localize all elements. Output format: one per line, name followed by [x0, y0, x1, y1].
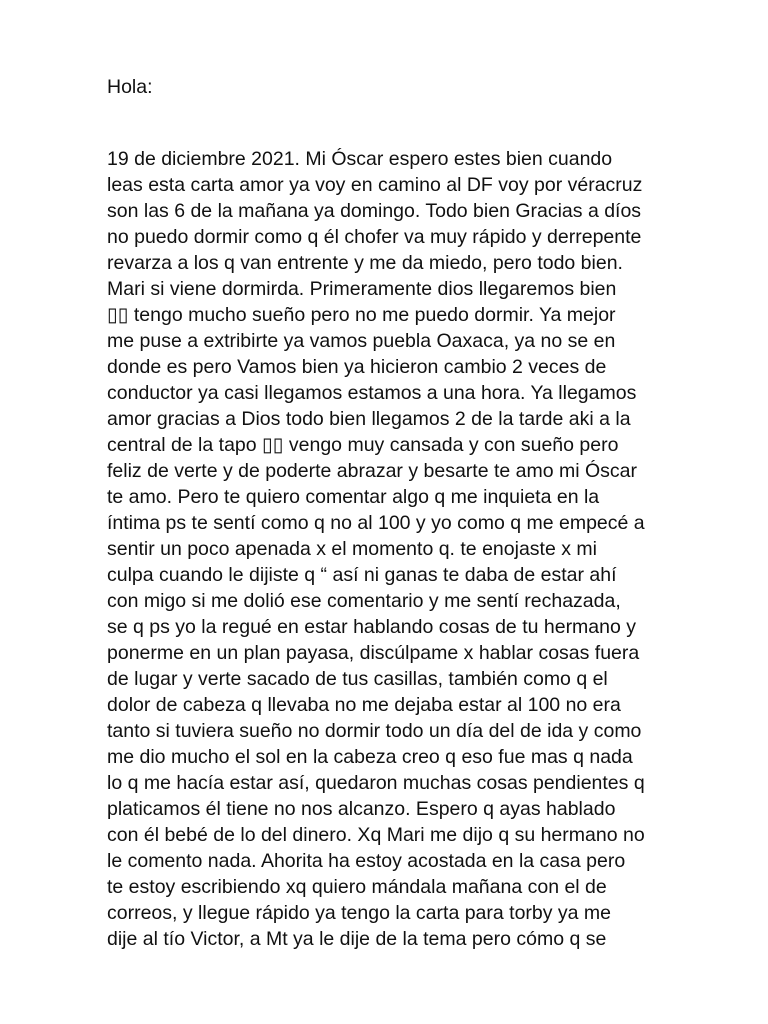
greeting-text: Hola: — [107, 76, 153, 98]
letter-line: feliz de verte y de poderte abrazar y besarte te amo mi Óscar — [107, 460, 637, 482]
letter-line: lo q me hacía estar así, quedaron muchas cosas pendientes q — [107, 772, 645, 794]
letter-body — [107, 146, 645, 952]
letter-line: te estoy escribiendo xq quiero mándala mañana con el de — [107, 876, 607, 898]
letter-line: dije al tío Victor, a Mt ya le dije de la tema pero cómo q se — [107, 928, 607, 950]
letter-line: ▯▯ tengo mucho sueño pero no me puedo dormir. Ya mejor — [107, 304, 616, 326]
letter-line: Mari si viene dormirda. Primeramente dios llegaremos bien — [107, 278, 617, 300]
letter-line: culpa cuando le dijiste q “ así ni ganas te daba de estar ahí — [107, 564, 617, 586]
letter-line: conductor ya casi llegamos estamos a una hora. Ya llegamos — [107, 382, 637, 404]
letter-line: le comento nada. Ahorita ha estoy acostada en la casa pero — [107, 850, 626, 872]
letter-line: amor gracias a Dios todo bien llegamos 2 de la tarde aki a la — [107, 408, 631, 430]
letter-line: me puse a extribirte ya vamos puebla Oaxaca, ya no se en — [107, 330, 616, 352]
letter-line: son las 6 de la mañana ya domingo. Todo bien Gracias a díos — [107, 200, 642, 222]
letter-line: sentir un poco apenada x el momento q. te enojaste x mi — [107, 538, 597, 560]
letter-line: con él bebé de lo del dinero. Xq Mari me dijo q su hermano no — [107, 824, 645, 846]
letter-line: dolor de cabeza q llevaba no me dejaba estar al 100 no era — [107, 694, 621, 716]
letter-line: 19 de diciembre 2021. Mi Óscar espero estes bien cuando — [107, 148, 613, 170]
letter-line: tanto si tuviera sueño no dormir todo un día del de ida y como — [107, 720, 642, 742]
letter-line: con migo si me dolió ese comentario y me sentí rechazada, — [107, 590, 621, 612]
letter-line: leas esta carta amor ya voy en camino al DF voy por véracruz — [107, 174, 643, 196]
letter-line: donde es pero Vamos bien ya hicieron cambio 2 veces de — [107, 356, 607, 378]
letter-line: central de la tapo ▯▯ vengo muy cansada y con sueño pero — [107, 434, 619, 456]
letter-line: te amo. Pero te quiero comentar algo q me inquieta en la — [107, 486, 600, 508]
letter-line: correos, y llegue rápido ya tengo la carta para torby ya me — [107, 902, 612, 924]
letter-line: de lugar y verte sacado de tus casillas, también como q el — [107, 668, 608, 690]
letter-line: se q ps yo la regué en estar hablando cosas de tu hermano y — [107, 616, 637, 638]
letter-line: no puedo dormir como q él chofer va muy rápido y derrepente — [107, 226, 642, 248]
letter-line: íntima ps te sentí como q no al 100 y yo como q me empecé a — [107, 512, 645, 534]
letter-line: me dio mucho el sol en la cabeza creo q eso fue mas q nada — [107, 746, 633, 768]
letter-line: ponerme en un plan payasa, discúlpame x hablar cosas fuera — [107, 642, 640, 664]
letter-line: revarza a los q van entrente y me da miedo, pero todo bien. — [107, 252, 623, 274]
letter-line: platicamos él tiene no nos alcanzo. Espero q ayas hablado — [107, 798, 616, 820]
